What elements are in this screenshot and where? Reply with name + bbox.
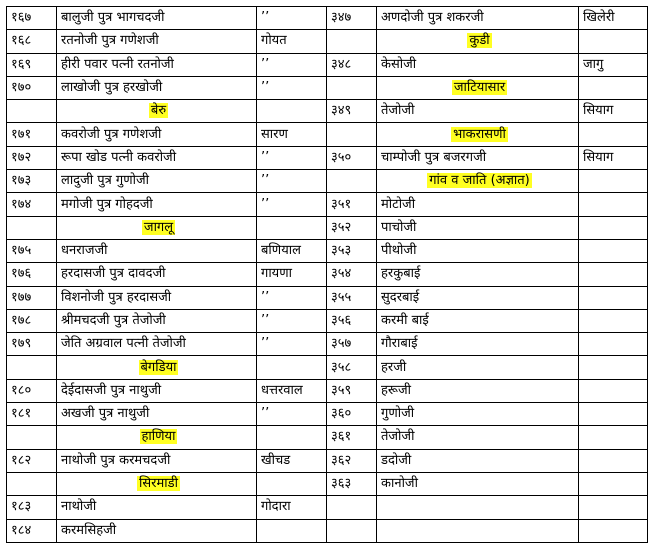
village-heading: जागलू [143, 219, 174, 235]
table-row [7, 170, 648, 193]
right-serial-number-cell: ३५५ [327, 286, 377, 309]
left-person-name-cell: जेति अग्रवाल पत्नी तेजोजी [57, 333, 257, 356]
left-empty-cell [257, 472, 327, 495]
right-caste-cell [579, 286, 648, 309]
right-person-name-cell: हरकुबाई [377, 263, 579, 286]
right-serial-number-cell: ३६१ [327, 426, 377, 449]
left-caste-cell: गायणा [257, 263, 327, 286]
left-serial-number-cell: १७२ [7, 146, 57, 169]
table-row [7, 309, 648, 332]
left-empty-cell [7, 472, 57, 495]
right-person-name-cell: मोटोजी [377, 193, 579, 216]
right-person-name-cell: सुदरबाई [377, 286, 579, 309]
left-person-name-cell: बालुजी पुत्र भागचदजी [57, 7, 257, 30]
left-person-name-cell: रतनोजी पुत्र गणेशजी [57, 30, 257, 53]
right-caste-cell [579, 216, 648, 239]
left-person-name-cell: रूपा खोड पत्नी कवरोजी [57, 146, 257, 169]
left-serial-number-cell: १८२ [7, 449, 57, 472]
table-row [7, 426, 648, 449]
left-serial-number-cell: १८३ [7, 496, 57, 519]
right-caste-cell [579, 519, 648, 542]
left-village-heading-cell [57, 100, 257, 123]
left-caste-cell: बणियाल [257, 239, 327, 262]
right-village-heading-cell [377, 123, 579, 146]
right-empty-cell [579, 76, 648, 99]
left-empty-cell [7, 216, 57, 239]
village-heading: बेगडिया [140, 359, 177, 375]
left-person-name-cell: लाखोजी पुत्र हरखोजी [57, 76, 257, 99]
table-row [7, 519, 648, 542]
right-caste-cell [579, 426, 648, 449]
table-row [7, 496, 648, 519]
right-caste-cell [579, 449, 648, 472]
left-caste-cell: ’’ [257, 309, 327, 332]
left-person-name-cell: कवरोजी पुत्र गणेशजी [57, 123, 257, 146]
left-caste-cell: ’’ [257, 76, 327, 99]
left-person-name-cell: मगोजी पुत्र गोहदजी [57, 193, 257, 216]
left-person-name-cell: नाथोजी पुत्र करमचदजी [57, 449, 257, 472]
table-row [7, 193, 648, 216]
left-serial-number-cell: १७८ [7, 309, 57, 332]
left-person-name-cell: हरदासजी पुत्र दावदजी [57, 263, 257, 286]
left-empty-cell [257, 356, 327, 379]
village-heading: भाकरासणी [453, 126, 506, 142]
left-serial-number-cell: १६९ [7, 53, 57, 76]
right-person-name-cell: गौराबाई [377, 333, 579, 356]
right-person-name-cell [377, 519, 579, 542]
left-caste-cell: ’’ [257, 170, 327, 193]
left-serial-number-cell: १७३ [7, 170, 57, 193]
left-serial-number-cell: १७९ [7, 333, 57, 356]
right-person-name-cell: हरजी [377, 356, 579, 379]
right-person-name-cell: कानोजी [377, 472, 579, 495]
left-person-name-cell: करमसिहजी [57, 519, 257, 542]
right-caste-cell [579, 333, 648, 356]
left-caste-cell: ’’ [257, 53, 327, 76]
left-caste-cell: गोयत [257, 30, 327, 53]
right-caste-cell: सियाग [579, 100, 648, 123]
table-row [7, 239, 648, 262]
left-caste-cell: धत्तरवाल [257, 379, 327, 402]
right-serial-number-cell: ३५० [327, 146, 377, 169]
left-village-heading-cell [57, 356, 257, 379]
right-serial-number-cell: ३४८ [327, 53, 377, 76]
left-village-heading-cell [57, 472, 257, 495]
table-row [7, 472, 648, 495]
right-person-name-cell: अणदोजी पुत्र शकरजी [377, 7, 579, 30]
right-caste-cell [579, 263, 648, 286]
table-row [7, 449, 648, 472]
left-empty-cell [7, 100, 57, 123]
left-caste-cell: ’’ [257, 403, 327, 426]
left-caste-cell: ’’ [257, 193, 327, 216]
right-caste-cell: खिलेरी [579, 7, 648, 30]
left-person-name-cell: अखजी पुत्र नाथुजी [57, 403, 257, 426]
right-serial-number-cell: ३५९ [327, 379, 377, 402]
table-row [7, 30, 648, 53]
left-serial-number-cell: १६८ [7, 30, 57, 53]
table-row [7, 356, 648, 379]
right-person-name-cell: केसोजी [377, 53, 579, 76]
right-serial-number-cell: ३५२ [327, 216, 377, 239]
table-row [7, 146, 648, 169]
right-serial-number-cell: ३६० [327, 403, 377, 426]
left-caste-cell: ’’ [257, 333, 327, 356]
right-caste-cell [579, 193, 648, 216]
village-heading: हाणिया [141, 429, 176, 445]
left-serial-number-cell: १८१ [7, 403, 57, 426]
right-caste-cell: सियाग [579, 146, 648, 169]
right-serial-number-cell [327, 496, 377, 519]
right-caste-cell [579, 239, 648, 262]
table-row [7, 7, 648, 30]
table-row [7, 286, 648, 309]
right-person-name-cell [377, 496, 579, 519]
right-serial-number-cell: ३६२ [327, 449, 377, 472]
right-caste-cell [579, 309, 648, 332]
right-caste-cell [579, 472, 648, 495]
left-serial-number-cell: १७६ [7, 263, 57, 286]
table-row [7, 216, 648, 239]
left-serial-number-cell: १७५ [7, 239, 57, 262]
right-person-name-cell: करमी बाई [377, 309, 579, 332]
table-row [7, 123, 648, 146]
left-caste-cell: ’’ [257, 7, 327, 30]
right-person-name-cell: गुणोजी [377, 403, 579, 426]
right-serial-number-cell [327, 519, 377, 542]
right-village-heading-cell [377, 170, 579, 193]
right-person-name-cell: हरूजी [377, 379, 579, 402]
right-serial-number-cell: ३४७ [327, 7, 377, 30]
left-empty-cell [7, 356, 57, 379]
left-person-name-cell: श्रीमचदजी पुत्र तेजोजी [57, 309, 257, 332]
right-caste-cell [579, 379, 648, 402]
left-serial-number-cell: १७० [7, 76, 57, 99]
table-row [7, 76, 648, 99]
right-village-heading-cell [377, 30, 579, 53]
left-person-name-cell: नाथोजी [57, 496, 257, 519]
right-empty-cell [579, 30, 648, 53]
left-caste-cell: ’’ [257, 146, 327, 169]
right-person-name-cell: तेजोजी [377, 100, 579, 123]
left-person-name-cell: लादुजी पुत्र गुणोजी [57, 170, 257, 193]
left-person-name-cell: विशनोजी पुत्र हरदासजी [57, 286, 257, 309]
right-empty-cell [327, 76, 377, 99]
table-row [7, 53, 648, 76]
left-empty-cell [257, 426, 327, 449]
left-person-name-cell: हीरी पवार पत्नी रतनोजी [57, 53, 257, 76]
village-heading: कुडी [469, 33, 490, 49]
left-serial-number-cell: १८० [7, 379, 57, 402]
left-person-name-cell: धनराजजी [57, 239, 257, 262]
right-empty-cell [579, 170, 648, 193]
right-serial-number-cell: ३६३ [327, 472, 377, 495]
village-heading: गांव व जाति (अज्ञात) [429, 173, 530, 189]
left-caste-cell: खीचड [257, 449, 327, 472]
right-serial-number-cell: ३५८ [327, 356, 377, 379]
left-caste-cell: ’’ [257, 286, 327, 309]
right-village-heading-cell [377, 76, 579, 99]
right-serial-number-cell: ३५४ [327, 263, 377, 286]
roster-body [7, 7, 648, 543]
table-row [7, 379, 648, 402]
name-roster-table [6, 6, 648, 543]
table-row [7, 100, 648, 123]
right-serial-number-cell: ३५३ [327, 239, 377, 262]
right-empty-cell [327, 170, 377, 193]
right-serial-number-cell: ३५१ [327, 193, 377, 216]
village-heading: बेरु [150, 103, 167, 119]
right-empty-cell [579, 123, 648, 146]
right-caste-cell [579, 356, 648, 379]
table-row [7, 263, 648, 286]
village-heading: सिरमाडी [139, 476, 178, 492]
left-serial-number-cell: १६७ [7, 7, 57, 30]
right-serial-number-cell: ३४९ [327, 100, 377, 123]
right-serial-number-cell: ३५६ [327, 309, 377, 332]
left-serial-number-cell: १८४ [7, 519, 57, 542]
village-heading: जाटियासार [453, 80, 506, 96]
left-serial-number-cell: १७७ [7, 286, 57, 309]
right-caste-cell [579, 496, 648, 519]
left-village-heading-cell [57, 216, 257, 239]
table-row [7, 403, 648, 426]
right-caste-cell: जागु [579, 53, 648, 76]
left-caste-cell: सारण [257, 123, 327, 146]
right-person-name-cell: पाचोजी [377, 216, 579, 239]
left-serial-number-cell: १७१ [7, 123, 57, 146]
right-person-name-cell: तेजोजी [377, 426, 579, 449]
left-caste-cell: गोदारा [257, 496, 327, 519]
left-caste-cell [257, 519, 327, 542]
left-village-heading-cell [57, 426, 257, 449]
left-empty-cell [7, 426, 57, 449]
right-person-name-cell: डदोजी [377, 449, 579, 472]
left-person-name-cell: देईदासजी पुत्र नाथुजी [57, 379, 257, 402]
left-empty-cell [257, 100, 327, 123]
right-person-name-cell: चाम्पोजी पुत्र बजरगजी [377, 146, 579, 169]
right-empty-cell [327, 30, 377, 53]
right-empty-cell [327, 123, 377, 146]
left-serial-number-cell: १७४ [7, 193, 57, 216]
table-row [7, 333, 648, 356]
right-serial-number-cell: ३५७ [327, 333, 377, 356]
right-caste-cell [579, 403, 648, 426]
left-empty-cell [257, 216, 327, 239]
right-person-name-cell: पीथोजी [377, 239, 579, 262]
